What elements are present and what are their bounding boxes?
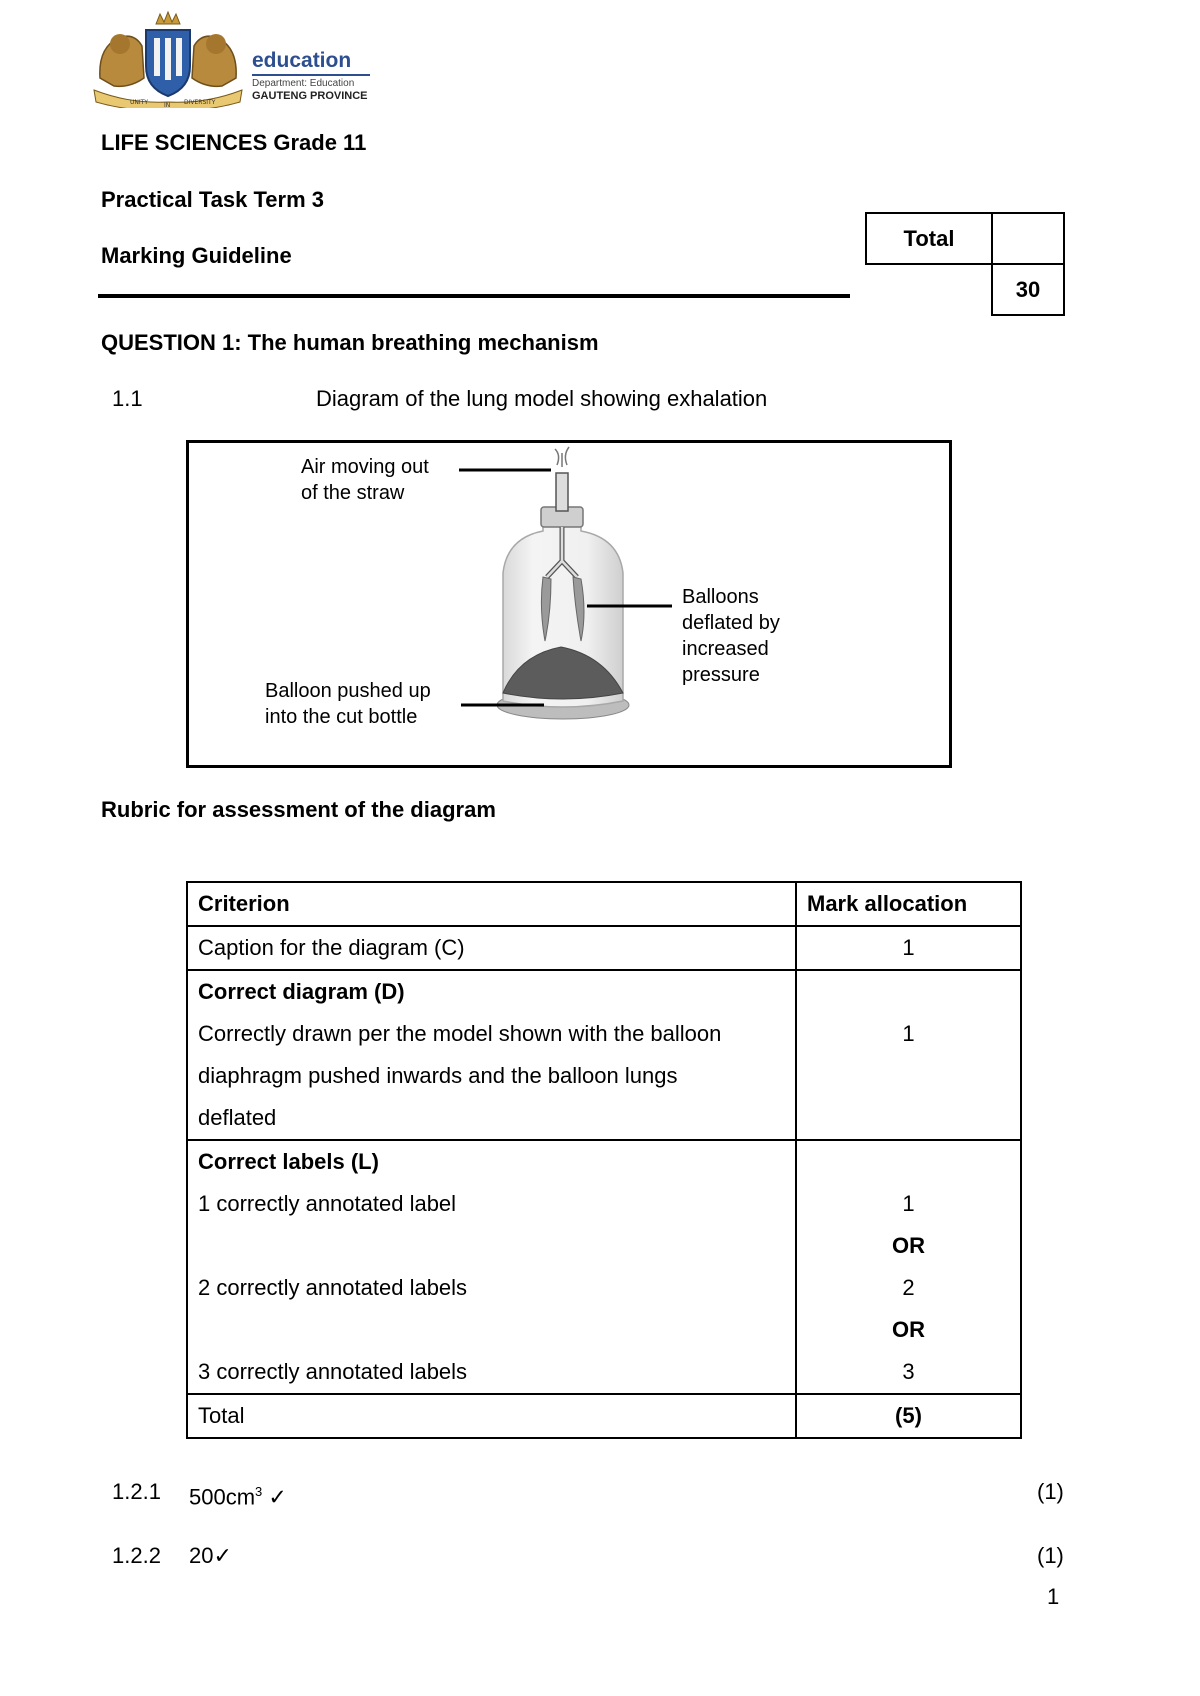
labels-spacer-1	[198, 1225, 785, 1267]
rubric-row-labels	[187, 1140, 1021, 1394]
labels-spacer-2	[198, 1309, 785, 1351]
col-mark-header: Mark allocation	[796, 882, 1021, 926]
criterion-labels-title: Correct labels (L)	[198, 1149, 379, 1174]
mark-spacer	[807, 1141, 1010, 1183]
rubric-total-mark: (5)	[796, 1394, 1021, 1438]
answer-1-2-2-marks: (1)	[1037, 1543, 1064, 1568]
mark-diagram: 1	[902, 1021, 915, 1046]
tick-icon: ✓	[213, 1543, 232, 1568]
logo-word: education	[252, 49, 352, 72]
mark-labels-3: 3	[902, 1359, 915, 1384]
mark-labels-or-2: OR	[892, 1317, 925, 1342]
question-number-1-1: 1.1	[112, 386, 143, 411]
labels-option-3: 3 correctly annotated labels	[198, 1359, 468, 1384]
col-criterion-header: Criterion	[187, 882, 796, 926]
rubric-header-row	[187, 882, 1021, 926]
answer-1-2-1	[189, 1479, 287, 1510]
criterion-diagram	[187, 970, 796, 1140]
mark-spacer	[807, 971, 1010, 1013]
label-balloons-line-1: Balloons	[682, 586, 759, 608]
rubric-row-total	[187, 1394, 1021, 1438]
mark-labels-cell	[796, 1140, 1021, 1394]
page-number: 1	[1047, 1584, 1060, 1609]
banner-word-3: DIVERSITY	[184, 99, 216, 106]
logo-text	[252, 50, 370, 103]
mark-labels-1: 1	[902, 1191, 915, 1216]
total-value: 30	[992, 264, 1064, 315]
answer-1-2-2	[189, 1543, 232, 1569]
mark-diagram-cell	[796, 970, 1021, 1140]
answer-1-2-2-value: 20	[189, 1543, 214, 1568]
lung-model-diagram	[186, 440, 952, 768]
criterion-diagram-line-1: Correctly drawn per the model shown with the balloon	[198, 1021, 722, 1046]
criterion-diagram-line-3: deflated	[198, 1105, 277, 1130]
rubric-heading: Rubric for assessment of the diagram	[101, 797, 496, 822]
labels-option-1: 1 correctly annotated label	[198, 1191, 457, 1216]
label-diaphragm-line-1: Balloon pushed up	[265, 680, 431, 702]
criterion-diagram-title: Correct diagram (D)	[198, 979, 405, 1004]
question-1-1-text: Diagram of the lung model showing exhalation	[316, 386, 768, 411]
answer-1-2-1-marks: (1)	[1037, 1479, 1064, 1504]
rubric-row-caption	[187, 926, 1021, 970]
label-balloons-line-4: pressure	[682, 664, 760, 686]
answer-1-2-1-value: 500cm	[189, 1484, 256, 1510]
tick-icon: ✓	[268, 1484, 287, 1510]
coat-of-arms-icon	[90, 8, 260, 108]
label-diaphragm-line-2: into the cut bottle	[265, 706, 418, 728]
total-label: Total	[866, 213, 992, 264]
labels-option-2: 2 correctly annotated labels	[198, 1275, 468, 1300]
total-empty-cell	[992, 213, 1064, 264]
rubric-row-diagram	[187, 970, 1021, 1140]
total-spacer-cell	[866, 264, 992, 315]
banner-word-1: UNITY	[130, 99, 148, 106]
subject-title: LIFE SCIENCES Grade 11	[101, 130, 367, 155]
label-balloons-line-2: deflated by	[682, 612, 780, 634]
total-marks-box	[865, 212, 1065, 316]
criterion-caption: Caption for the diagram (C)	[187, 926, 796, 970]
task-title: Practical Task Term 3	[101, 187, 324, 212]
rubric-table	[186, 881, 1022, 1439]
criterion-diagram-line-2: diaphragm pushed inwards and the balloon lungs	[198, 1063, 678, 1088]
question-title: QUESTION 1: The human breathing mechanism	[101, 330, 599, 355]
rubric-total-label: Total	[187, 1394, 796, 1438]
label-air-line-2: of the straw	[301, 482, 405, 504]
answer-1-2-2-number: 1.2.2	[112, 1543, 161, 1568]
criterion-labels	[187, 1140, 796, 1394]
logo-province: GAUTENG PROVINCE	[252, 90, 368, 102]
logo-department: Department: Education	[252, 78, 355, 89]
label-air-line-1: Air moving out	[301, 456, 429, 478]
label-balloons-line-3: increased	[682, 638, 769, 660]
mark-labels-or-1: OR	[892, 1233, 925, 1258]
header-divider	[98, 294, 850, 298]
answer-1-2-1-number: 1.2.1	[112, 1479, 161, 1504]
answer-1-2-1-superscript: 3	[255, 1484, 263, 1499]
mark-labels-2: 2	[902, 1275, 915, 1300]
banner-word-2: IN	[164, 102, 171, 108]
doc-type-title: Marking Guideline	[101, 243, 292, 268]
mark-caption: 1	[796, 926, 1021, 970]
